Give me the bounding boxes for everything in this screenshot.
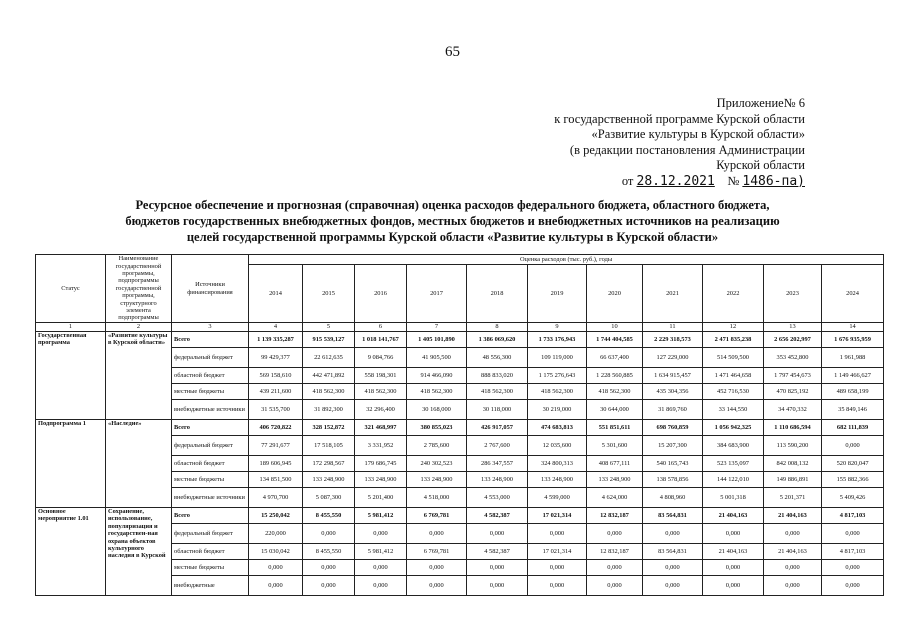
source-cell: внебюджетные источники [172,400,249,420]
value-cell: 5 087,300 [303,488,355,508]
status-cell: Подпрограмма 1 [36,420,106,508]
value-cell: 15 207,300 [643,436,703,456]
value-cell: 0,000 [249,576,303,596]
value-cell: 34 470,332 [764,400,822,420]
source-cell: Всего [172,332,249,348]
value-cell: 5 981,412 [355,508,407,524]
value-cell: 172 298,567 [303,456,355,472]
value-cell: 520 820,047 [822,456,884,472]
value-cell: 0,000 [467,560,528,576]
value-cell: 134 851,500 [249,472,303,488]
value-cell: 406 720,822 [249,420,303,436]
value-cell: 4 970,700 [249,488,303,508]
header-year: 2015 [303,265,355,323]
value-cell: 0,000 [467,576,528,596]
program-name-cell: «Развитие культуры в Курской области» [106,332,172,420]
value-cell: 0,000 [643,524,703,544]
value-cell: 523 135,097 [703,456,764,472]
value-cell: 915 539,127 [303,332,355,348]
header-year: 2014 [249,265,303,323]
value-cell: 426 917,057 [467,420,528,436]
value-cell: 12 832,187 [587,544,643,560]
value-cell: 0,000 [764,524,822,544]
value-cell: 30 644,000 [587,400,643,420]
value-cell: 4 624,000 [587,488,643,508]
header-year: 2020 [587,265,643,323]
value-cell: 31 535,700 [249,400,303,420]
appendix-line: Курской области [716,158,805,172]
value-cell: 324 800,313 [528,456,587,472]
value-cell: 0,000 [407,576,467,596]
value-cell: 5 981,412 [355,544,407,560]
value-cell: 17 518,105 [303,436,355,456]
value-cell: 48 556,300 [467,348,528,368]
value-cell: 2 471 835,238 [703,332,764,348]
value-cell: 17 021,314 [528,508,587,524]
value-cell: 442 471,892 [303,368,355,384]
value-cell: 1 018 141,767 [355,332,407,348]
value-cell: 21 404,163 [703,508,764,524]
value-cell: 0,000 [355,524,407,544]
value-cell: 0,000 [407,560,467,576]
order-number: 1486-па) [742,173,805,189]
value-cell: 1 110 686,594 [764,420,822,436]
column-number: 7 [407,323,467,332]
source-cell: областной бюджет [172,368,249,384]
value-cell: 83 564,831 [643,508,703,524]
title-line: Ресурсное обеспечение и прогнозная (справочная) оценка расходов федерального бюджета, областного бюджета, [135,198,770,212]
value-cell: 1 797 454,673 [764,368,822,384]
value-cell: 0,000 [467,524,528,544]
value-cell: 2 229 318,573 [643,332,703,348]
value-cell: 380 855,023 [407,420,467,436]
table-row [36,508,884,524]
order-no-label: № [727,173,740,188]
value-cell: 4 553,000 [467,488,528,508]
header-year: 2021 [643,265,703,323]
header-status: Статус [36,255,106,323]
header-year: 2023 [764,265,822,323]
value-cell: 0,000 [703,560,764,576]
source-cell: внебюджетные источники [172,488,249,508]
value-cell: 149 886,891 [764,472,822,488]
column-number: 2 [106,323,172,332]
document-title [80,197,825,245]
value-cell: 113 590,200 [764,436,822,456]
value-cell: 353 452,800 [764,348,822,368]
value-cell: 15 250,042 [249,508,303,524]
value-cell: 888 833,020 [467,368,528,384]
column-number: 5 [303,323,355,332]
source-cell: Всего [172,508,249,524]
value-cell: 1 744 404,585 [587,332,643,348]
value-cell: 4 599,000 [528,488,587,508]
value-cell: 5 001,318 [703,488,764,508]
value-cell: 5 201,371 [764,488,822,508]
value-cell: 0,000 [355,560,407,576]
source-cell: федеральный бюджет [172,524,249,544]
value-cell: 418 562,300 [587,384,643,400]
value-cell: 30 118,000 [467,400,528,420]
status-cell: Государственная программа [36,332,106,420]
value-cell: 474 683,813 [528,420,587,436]
value-cell: 0,000 [528,524,587,544]
header-year: 2016 [355,265,407,323]
value-cell: 418 562,300 [303,384,355,400]
column-number: 6 [355,323,407,332]
value-cell: 32 296,400 [355,400,407,420]
value-cell: 0,000 [822,560,884,576]
source-cell: местные бюджеты [172,472,249,488]
value-cell: 189 606,945 [249,456,303,472]
column-number: 1 [36,323,106,332]
value-cell: 31 869,760 [643,400,703,420]
column-number: 8 [467,323,528,332]
value-cell: 83 564,831 [643,544,703,560]
value-cell: 1 676 935,959 [822,332,884,348]
value-cell: 0,000 [587,560,643,576]
value-cell: 33 144,550 [703,400,764,420]
value-cell: 1 471 464,658 [703,368,764,384]
value-cell: 1 733 176,943 [528,332,587,348]
value-cell: 133 248,900 [407,472,467,488]
source-cell: внебюджетные [172,576,249,596]
value-cell: 4 518,000 [407,488,467,508]
column-number: 14 [822,323,884,332]
value-cell: 418 562,300 [467,384,528,400]
value-cell: 418 562,300 [407,384,467,400]
value-cell: 35 849,146 [822,400,884,420]
value-cell: 418 562,300 [528,384,587,400]
value-cell: 220,000 [249,524,303,544]
source-cell: федеральный бюджет [172,348,249,368]
value-cell: 0,000 [643,560,703,576]
value-cell: 1 056 942,325 [703,420,764,436]
column-number: 3 [172,323,249,332]
value-cell: 4 582,387 [467,544,528,560]
order-date: 28.12.2021 [636,173,715,189]
value-cell: 435 304,356 [643,384,703,400]
value-cell: 133 248,900 [303,472,355,488]
status-cell: Основное мероприятие 1.01 [36,508,106,596]
value-cell: 698 760,859 [643,420,703,436]
appendix-line: Приложение№ 6 [716,96,805,110]
table-row [36,420,884,436]
value-cell: 133 248,900 [528,472,587,488]
column-number: 13 [764,323,822,332]
value-cell: 17 021,314 [528,544,587,560]
value-cell: 5 301,600 [587,436,643,456]
program-name-cell: Сохранение, использование, популяризация и государствен-ная охрана объектов культурного наследия в Курской [106,508,172,596]
value-cell: 489 658,199 [822,384,884,400]
column-number: 12 [703,323,764,332]
title-line: целей государственной программы Курской области «Развитие культуры в Курской области» [186,230,719,244]
value-cell: 842 008,132 [764,456,822,472]
column-number: 11 [643,323,703,332]
value-cell: 0,000 [822,524,884,544]
value-cell: 0,000 [703,576,764,596]
value-cell: 2 767,600 [467,436,528,456]
value-cell: 21 404,163 [764,544,822,560]
value-cell: 144 122,010 [703,472,764,488]
value-cell: 41 905,500 [407,348,467,368]
value-cell: 4 817,103 [822,544,884,560]
source-cell: местные бюджеты [172,560,249,576]
header-name: Наименование государственной программы, подпрограммы государственной программы, структурного элемента подпрограммы [106,255,172,323]
source-cell: областной бюджет [172,544,249,560]
value-cell: 4 817,103 [822,508,884,524]
value-cell: 12 035,600 [528,436,587,456]
value-cell: 30 168,000 [407,400,467,420]
value-cell: 5 409,426 [822,488,884,508]
value-cell: 286 347,557 [467,456,528,472]
value-cell: 1 634 915,457 [643,368,703,384]
value-cell: 3 331,952 [355,436,407,456]
value-cell: 0,000 [764,560,822,576]
program-name-cell: «Наследие» [106,420,172,508]
value-cell: 4 808,960 [643,488,703,508]
value-cell: 133 248,900 [587,472,643,488]
value-cell: 0,000 [303,560,355,576]
value-cell: 0,000 [703,524,764,544]
appendix-block [554,96,805,189]
value-cell: 551 851,611 [587,420,643,436]
value-cell: 2 785,600 [407,436,467,456]
value-cell: 558 198,301 [355,368,407,384]
column-number: 4 [249,323,303,332]
value-cell: 514 509,500 [703,348,764,368]
value-cell: 133 248,900 [355,472,407,488]
value-cell: 1 405 101,890 [407,332,467,348]
table-row [36,332,884,348]
value-cell: 21 404,163 [703,544,764,560]
value-cell: 30 219,000 [528,400,587,420]
value-cell: 0,000 [764,576,822,596]
value-cell: 99 429,377 [249,348,303,368]
value-cell: 0,000 [528,576,587,596]
value-cell: 133 248,900 [467,472,528,488]
value-cell: 77 291,677 [249,436,303,456]
value-cell: 66 637,400 [587,348,643,368]
value-cell: 127 229,000 [643,348,703,368]
value-cell: 8 455,550 [303,544,355,560]
value-cell: 109 119,000 [528,348,587,368]
appendix-line: «Развитие культуры в Курской области» [591,127,805,141]
value-cell: 0,000 [528,560,587,576]
value-cell: 452 716,530 [703,384,764,400]
value-cell: 0,000 [355,576,407,596]
value-cell: 408 677,111 [587,456,643,472]
value-cell: 138 578,856 [643,472,703,488]
value-cell: 0,000 [249,560,303,576]
value-cell: 1 175 276,643 [528,368,587,384]
value-cell: 31 892,300 [303,400,355,420]
source-cell: областной бюджет [172,456,249,472]
appendix-line: (в редакции постановления Администрации [569,142,805,157]
value-cell: 9 084,766 [355,348,407,368]
value-cell: 0,000 [407,524,467,544]
value-cell: 4 582,387 [467,508,528,524]
value-cell: 240 302,523 [407,456,467,472]
value-cell: 0,000 [303,524,355,544]
header-year: 2024 [822,265,884,323]
appendix-line: к государственной программе Курской области [554,111,805,126]
value-cell: 321 468,997 [355,420,407,436]
order-line [554,174,805,190]
value-cell: 8 455,550 [303,508,355,524]
value-cell: 384 683,900 [703,436,764,456]
value-cell: 1 228 560,885 [587,368,643,384]
value-cell: 2 656 202,997 [764,332,822,348]
value-cell: 1 139 335,287 [249,332,303,348]
value-cell: 470 825,192 [764,384,822,400]
value-cell: 6 769,781 [407,508,467,524]
value-cell: 328 152,872 [303,420,355,436]
value-cell: 0,000 [822,436,884,456]
value-cell: 914 466,090 [407,368,467,384]
value-cell: 0,000 [587,576,643,596]
value-cell: 418 562,300 [355,384,407,400]
value-cell: 22 612,635 [303,348,355,368]
header-estimate: Оценка расходов (тыс. руб.), годы [249,255,884,265]
column-number: 10 [587,323,643,332]
header-year: 2017 [407,265,467,323]
value-cell: 5 201,400 [355,488,407,508]
value-cell: 439 211,600 [249,384,303,400]
header-year: 2022 [703,265,764,323]
source-cell: федеральный бюджет [172,436,249,456]
order-from-label: от [621,173,634,188]
header-year: 2018 [467,265,528,323]
value-cell: 0,000 [587,524,643,544]
value-cell: 1 386 069,620 [467,332,528,348]
page-number: 65 [445,44,460,60]
resource-table [35,254,884,596]
column-number: 9 [528,323,587,332]
value-cell: 0,000 [822,576,884,596]
title-line: бюджетов государственных внебюджетных фондов, местных бюджетов и внебюджетных источников на реализацию [125,214,780,228]
value-cell: 12 832,187 [587,508,643,524]
value-cell: 0,000 [303,576,355,596]
header-source: Источники финансирования [172,255,249,323]
source-cell: местные бюджеты [172,384,249,400]
value-cell: 1 149 466,627 [822,368,884,384]
value-cell: 682 111,839 [822,420,884,436]
value-cell: 1 961,988 [822,348,884,368]
value-cell: 155 882,366 [822,472,884,488]
source-cell: Всего [172,420,249,436]
value-cell: 569 158,610 [249,368,303,384]
header-year: 2019 [528,265,587,323]
value-cell: 540 165,743 [643,456,703,472]
value-cell: 15 030,042 [249,544,303,560]
value-cell: 179 686,745 [355,456,407,472]
value-cell: 21 404,163 [764,508,822,524]
value-cell: 0,000 [643,576,703,596]
value-cell: 6 769,781 [407,544,467,560]
